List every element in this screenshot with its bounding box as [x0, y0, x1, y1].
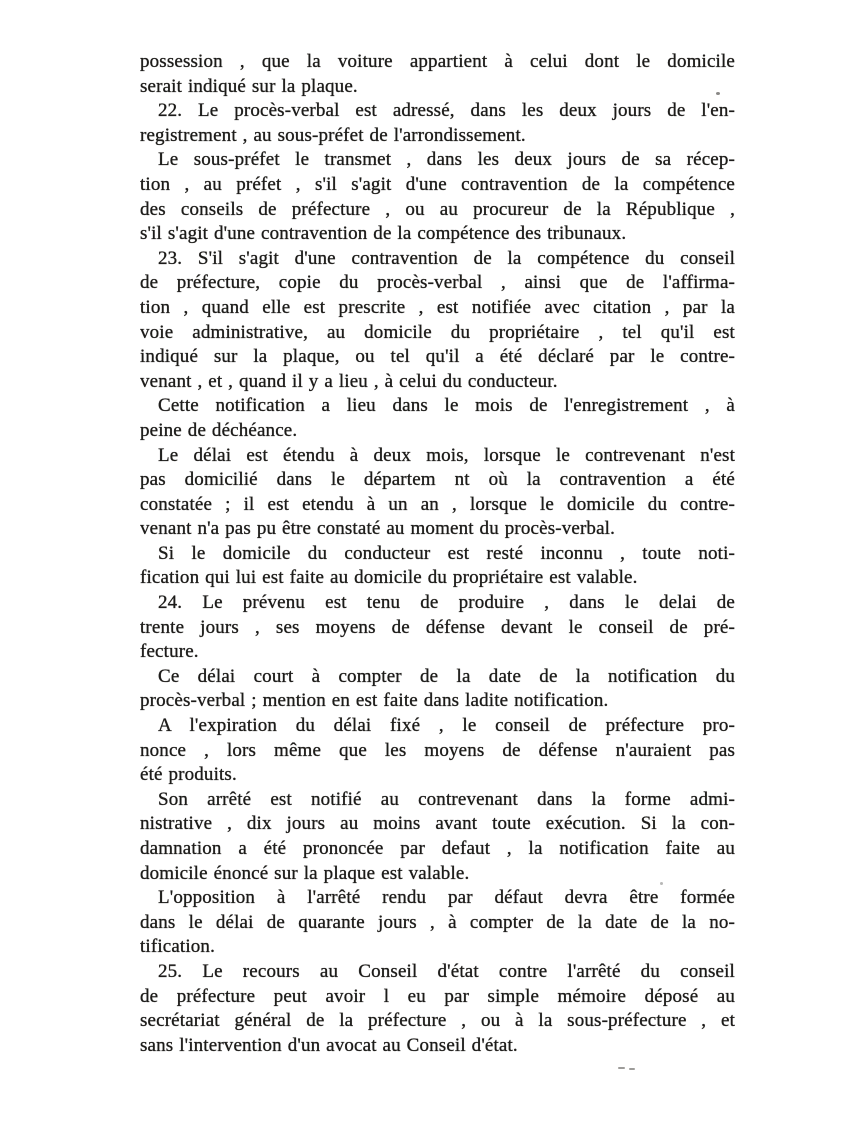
text-line: tion , au préfet , s'il s'agit d'une contravention de la compétence	[140, 173, 735, 195]
text-line: Ce délai court à compter de la date de la notification du	[158, 665, 735, 687]
scan-speck	[629, 1068, 635, 1070]
scan-speck	[660, 882, 663, 885]
scan-speck	[618, 1067, 625, 1069]
text-line: Son arrêté est notifié au contrevenant dans la forme admi-	[158, 788, 735, 810]
text-line: fecture.	[140, 641, 199, 663]
text-line: A l'expiration du délai fixé , le conseil de préfecture pro-	[158, 715, 735, 737]
text-line: 24. Le prévenu est tenu de produire , dans le delai de	[158, 592, 735, 614]
text-line: des conseils de préfecture , ou au procureur de la République ,	[140, 198, 735, 220]
text-line: L'opposition à l'arrêté rendu par défaut devra être formée	[158, 887, 735, 909]
text-line: tion , quand elle est prescrite , est notifiée avec citation , par la	[140, 296, 735, 318]
text-line: Le sous-préfet le transmet , dans les deux jours de sa récep-	[158, 149, 735, 171]
text-line: peine de déchéance.	[140, 419, 298, 441]
text-line: s'il s'agit d'une contravention de la compétence des tribunaux.	[140, 223, 627, 245]
scan-speck	[716, 92, 720, 95]
text-line: possession , que la voiture appartient à celui dont le domicile	[140, 51, 735, 72]
text-line: tification.	[140, 936, 215, 958]
text-line: nonce , lors même que les moyens de défense n'auraient pas	[140, 739, 735, 761]
text-line: secrétariat général de la préfecture , ou à la sous-préfecture , et	[140, 1010, 735, 1032]
text-line: fication qui lui est faite au domicile du propriétaire est valable.	[140, 567, 638, 589]
text-line: été produits.	[140, 764, 237, 786]
text-line: dans le délai de quarante jours , à compter de la date de la no-	[140, 911, 735, 933]
text-line: 23. S'il s'agit d'une contravention de la compétence du conseil	[158, 247, 735, 269]
text-line: sans l'intervention d'un avocat au Conseil d'état.	[140, 1034, 518, 1056]
text-line: trente jours , ses moyens de défense devant le conseil de pré-	[140, 616, 735, 638]
text-line: Si le domicile du conducteur est resté inconnu , toute noti-	[158, 542, 735, 564]
text-line: venant n'a pas pu être constaté au moment du procès-verbal.	[140, 518, 615, 540]
text-line: procès-verbal ; mention en est faite dans ladite notification.	[140, 690, 609, 712]
text-line: Le délai est étendu à deux mois, lorsque le contrevenant n'est	[158, 444, 735, 466]
text-line: voie administrative, au domicile du propriétaire , tel qu'il est	[140, 321, 735, 343]
text-line: Cette notification a lieu dans le mois de l'enregistrement , à	[158, 395, 735, 417]
text-line: 25. Le recours au Conseil d'état contre l'arrêté du conseil	[158, 960, 735, 982]
text-line: nistrative , dix jours au moins avant toute exécution. Si la con-	[140, 813, 735, 835]
text-line: constatée ; il est etendu à un an , lorsque le domicile du contre-	[140, 493, 735, 515]
text-line: de préfecture peut avoir l eu par simple mémoire déposé au	[140, 985, 735, 1007]
page-text-block	[140, 50, 735, 1058]
text-line: de préfecture, copie du procès-verbal , ainsi que de l'affirma-	[140, 272, 735, 294]
text-line: damnation a été prononcée par defaut , la notification faite au	[140, 838, 735, 859]
text-line: serait indiqué sur la plaque.	[140, 75, 358, 97]
text-line: 22. Le procès-verbal est adressé, dans les deux jours de l'en-	[158, 100, 735, 122]
text-line: domicile énoncé sur la plaque est valable.	[140, 862, 470, 884]
text-line: pas domicilié dans le départem nt où la contravention a été	[140, 469, 735, 491]
text-line: indiqué sur la plaque, ou tel qu'il a été déclaré par le contre-	[140, 346, 735, 368]
text-line: registrement , au sous-préfet de l'arrondissement.	[140, 124, 526, 146]
text-line: venant , et , quand il y a lieu , à celui du conducteur.	[140, 370, 558, 392]
